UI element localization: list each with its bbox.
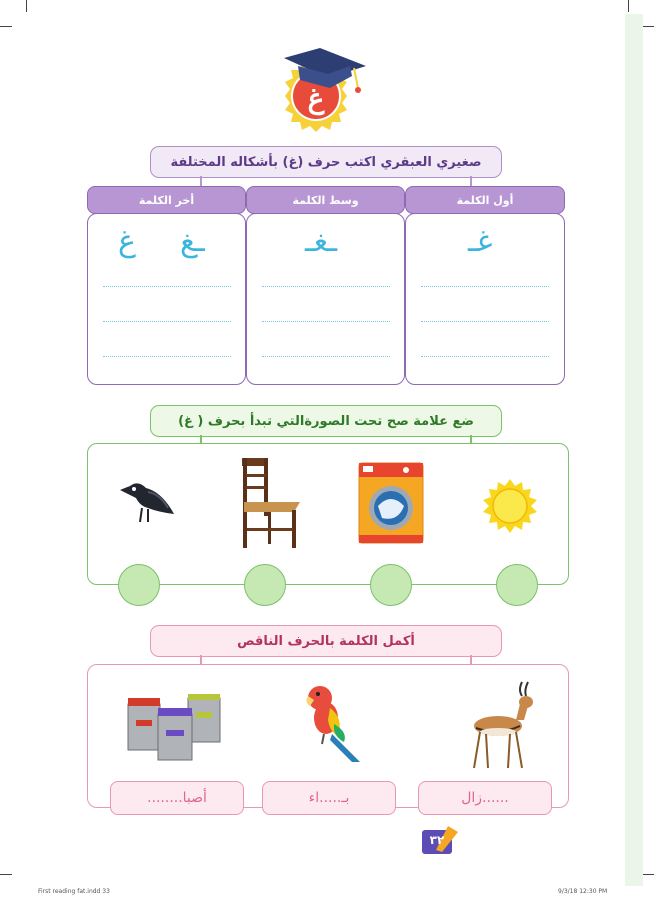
writing-line[interactable] — [262, 356, 390, 357]
writing-line[interactable] — [421, 286, 549, 287]
chair-icon — [238, 456, 302, 550]
writing-line[interactable] — [103, 286, 231, 287]
crop-mark — [642, 26, 654, 27]
parrot-icon — [304, 684, 366, 764]
side-strip — [625, 14, 643, 886]
crop-mark — [0, 874, 12, 875]
writing-line[interactable] — [262, 286, 390, 287]
tab-word-middle: وسط الكلمة — [246, 186, 405, 214]
letter-initial: غـ — [468, 224, 493, 259]
writing-line[interactable] — [103, 321, 231, 322]
connector — [200, 655, 202, 664]
paint-cans-icon — [126, 694, 224, 762]
crow-icon — [118, 478, 178, 524]
word-answer-gazelle[interactable]: ......زال — [418, 781, 552, 815]
section1-title: صغيري العبقري اكتب حرف (غ) بأشكاله المختلفة — [150, 146, 502, 178]
answer-circle[interactable] — [370, 564, 412, 606]
letter-final-connected: ـغ — [180, 224, 205, 259]
crop-mark — [0, 26, 12, 27]
writing-line[interactable] — [103, 356, 231, 357]
answer-circle[interactable] — [118, 564, 160, 606]
column-word-start — [405, 213, 565, 385]
footer-timestamp: 9/3/18 12:30 PM — [558, 888, 608, 895]
writing-line[interactable] — [421, 321, 549, 322]
letter-medial: ـغـ — [305, 224, 338, 259]
word-answer-paints[interactable]: أصبا........ — [110, 781, 244, 815]
tab-word-end: أخر الكلمة — [87, 186, 246, 214]
connector — [200, 176, 202, 186]
connector — [470, 655, 472, 664]
connector — [470, 435, 472, 443]
crop-mark — [628, 0, 629, 12]
word-answer-parrot[interactable]: بـ.....اء — [262, 781, 396, 815]
column-word-end — [87, 213, 246, 385]
writing-line[interactable] — [262, 321, 390, 322]
gazelle-icon — [462, 680, 542, 772]
crop-mark — [26, 0, 27, 12]
section2-title: ضع علامة صح تحت الصورةالتي تبدأ بحرف ( غ) — [150, 405, 502, 437]
sun-icon — [482, 478, 538, 534]
answer-circle[interactable] — [496, 564, 538, 606]
section3-title: أكمل الكلمة بالحرف الناقص — [150, 625, 502, 657]
connector — [470, 176, 472, 186]
writing-line[interactable] — [421, 356, 549, 357]
letter-isolated: غ — [118, 224, 136, 259]
connector — [200, 435, 202, 443]
tab-word-start: أول الكلمة — [405, 186, 565, 214]
crop-mark — [642, 874, 654, 875]
column-word-middle — [246, 213, 405, 385]
badge-letter: غ — [307, 81, 325, 115]
answer-circle[interactable] — [244, 564, 286, 606]
washing-machine-icon — [358, 462, 424, 544]
footer-filename: First reading fat.indd 33 — [38, 888, 110, 895]
page-number: ٣٢ — [429, 833, 445, 847]
